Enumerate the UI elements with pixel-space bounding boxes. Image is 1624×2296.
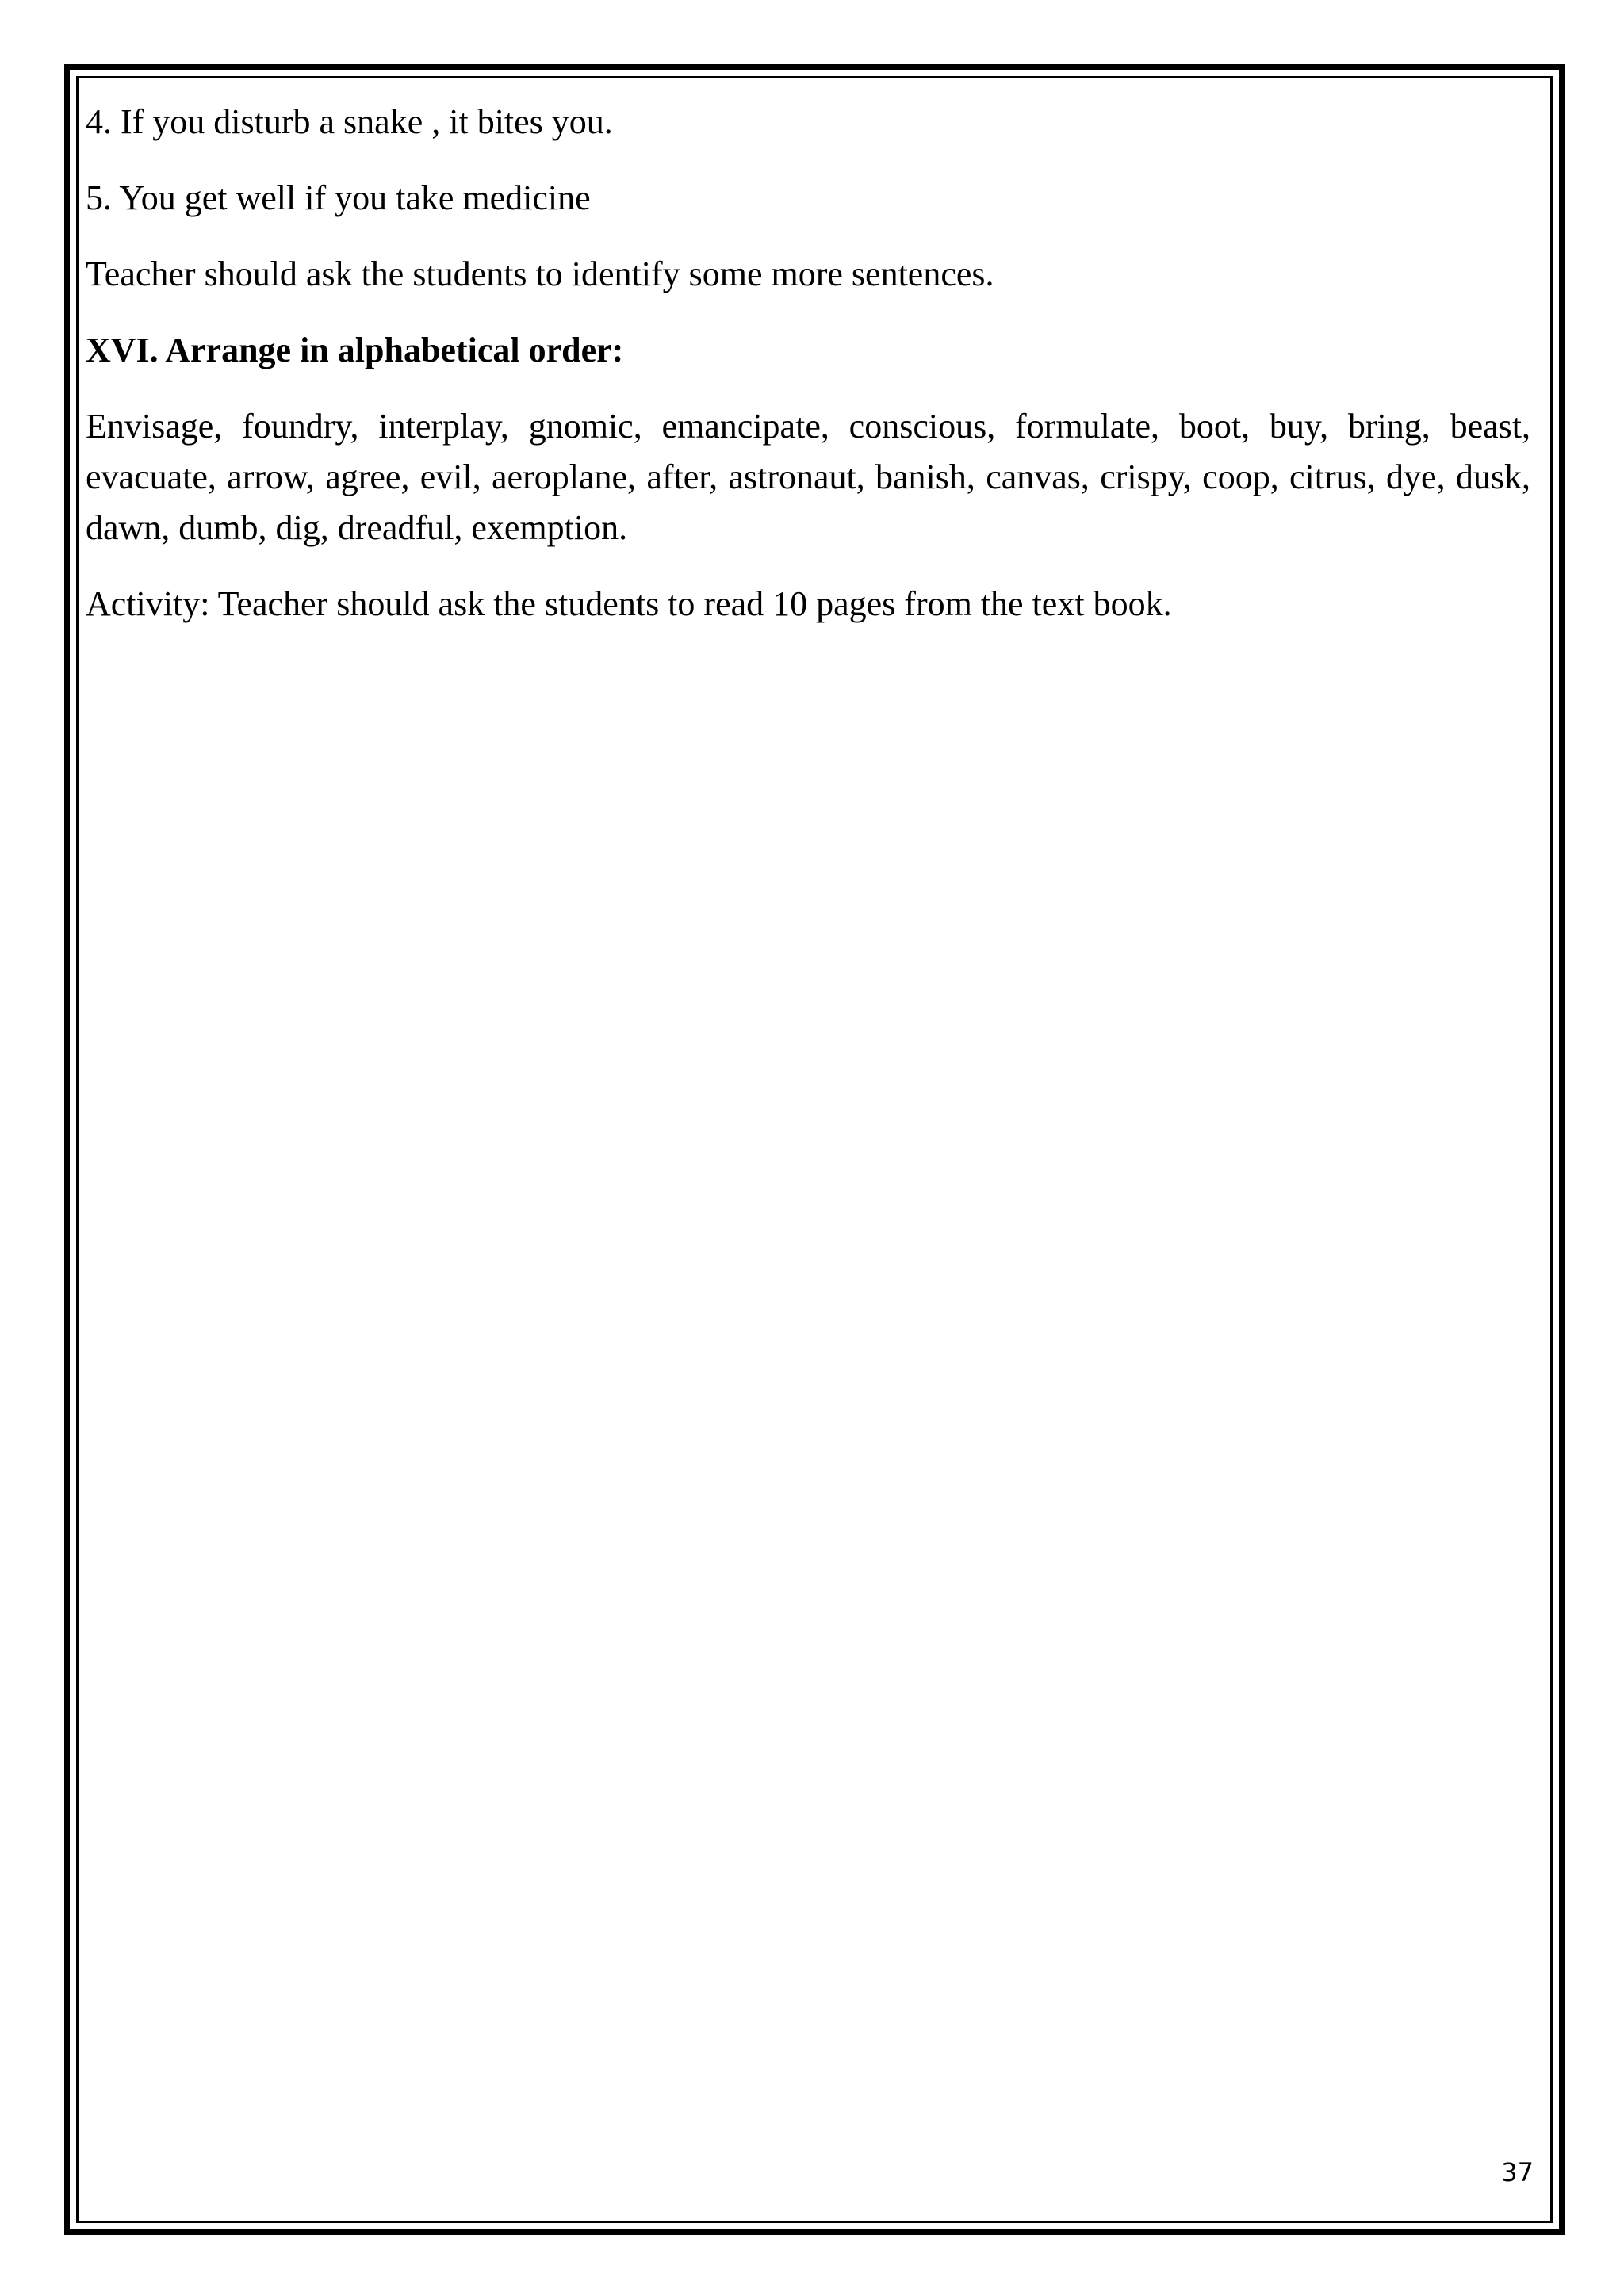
page-content <box>86 97 1530 655</box>
word-list: Envisage, foundry, interplay, gnomic, emancipate, conscious, formulate, boot, buy, bring, beast, evacuate, arrow, agree, evil, aeroplane, after, astronaut, banish, canvas, crispy, coop, citrus, dye, dusk, dawn, dumb, dig, dreadful, exemption. <box>86 407 1530 547</box>
activity-text: Activity: Teacher should ask the students to read 10 pages from the text book. <box>86 584 1172 623</box>
teacher-instruction: Teacher should ask the students to identify some more sentences. <box>86 254 994 293</box>
sentence-4: 4. If you disturb a snake , it bites you. <box>86 102 613 141</box>
section-heading: XVI. Arrange in alphabetical order: <box>86 331 624 369</box>
page-number: 37 <box>1501 2157 1534 2187</box>
sentence-5: 5. You get well if you take medicine <box>86 178 591 217</box>
